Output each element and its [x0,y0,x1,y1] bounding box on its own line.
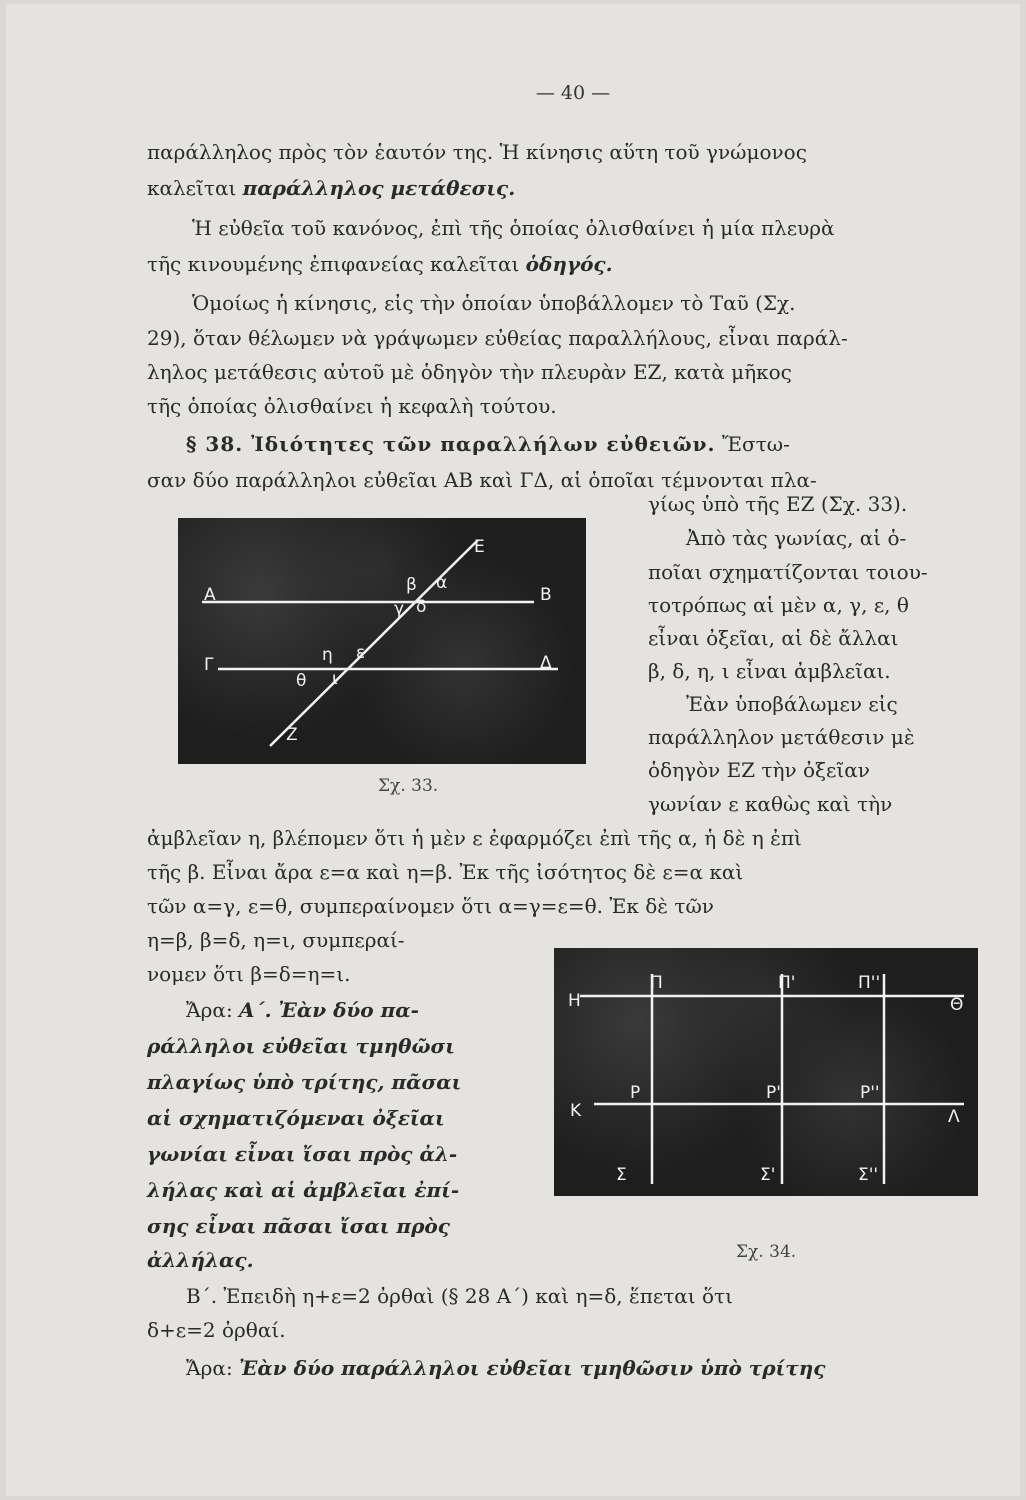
text-line: τοτρόπως αἱ μὲν α, γ, ε, θ [648,593,909,617]
label-beta: β [406,575,417,595]
theorem-line: ἀλλήλας. [147,1248,254,1272]
text-line: ἀμβλεῖαν η, βλέπομεν ὅτι ἡ μὲν ε ἐφαρμόζει ἐπὶ τῆς α, ἡ δὲ η ἐπὶ [147,826,802,850]
book-page [6,4,1020,1496]
theorem-line: Ἄρα: Α΄. Ἐὰν δύο πα- [186,998,419,1022]
section-heading-line: § 38. Ἰδιότητες τῶν παραλλήλων εὐθειῶν. Ἔστω- [186,432,790,456]
label-R3: Ρ'' [860,1083,880,1103]
label-A: Α [204,585,216,605]
figure-33-caption: Σχ. 33. [378,776,439,796]
label-alpha: α [436,573,448,593]
term-parallel-translation: παράλληλος μετάθεσις. [242,176,516,200]
label-P2: Π' [778,973,796,993]
text-line: Ἐὰν ὑποβάλωμεν εἰς [686,692,898,716]
label-R2: Ρ' [766,1083,781,1103]
label-gamma: γ [394,599,405,619]
text-line: νομεν ὅτι β=δ=η=ι. [147,962,351,986]
label-epsilon: ε [356,643,366,663]
theorem-line: σης εἶναι πᾶσαι ἴσαι πρὸς [147,1214,450,1238]
label-theta: θ [296,671,307,691]
text-line: τῆς ὁποίας ὀλισθαίνει ἡ κεφαλὴ τούτου. [147,394,557,418]
figure-34-caption: Σχ. 34. [736,1242,797,1262]
text-line: δ+ε=2 ὀρθαί. [147,1318,286,1342]
text-line: β, δ, η, ι εἶναι ἀμβλεῖαι. [648,659,891,683]
text-line: Ἡ εὐθεῖα τοῦ κανόνος, ἐπὶ τῆς ὁποίας ὀλισθαίνει ἡ μία πλευρὰ [192,216,835,240]
text-line: παράλληλος πρὸς τὸν ἑαυτόν της. Ἡ κίνησις αὕτη τοῦ γνώμονος [147,140,807,164]
text-line: Ἀπὸ τὰς γωνίας, αἱ ὁ- [686,526,907,550]
page-number: — 40 — [535,82,611,104]
text-line: ὁδηγὸν ΕΖ τὴν ὀξεῖαν [648,758,870,782]
text-line: γωνίαν ε καθὼς καὶ τὴν [648,792,893,816]
label-R1: Ρ [630,1083,641,1103]
label-iota: ι [332,669,338,689]
text-line: τῶν α=γ, ε=θ, συμπεραίνομεν ὅτι α=γ=ε=θ. Ἐκ δὲ τῶν [147,894,714,918]
text-line: τῆς β. Εἶναι ἄρα ε=α καὶ η=β. Ἐκ τῆς ἰσότητος δὲ ε=α καὶ [147,860,744,884]
text-line: εἶναι ὀξεῖαι, αἱ δὲ ἄλλαι [648,626,899,650]
theorem-line: πλαγίως ὑπὸ τρίτης, πᾶσαι [147,1070,462,1094]
theorem-line: Ἄρα: Ἐὰν δύο παράλληλοι εὐθεῖαι τμηθῶσιν ὑπὸ τρίτης [186,1356,826,1380]
label-E: Ε [474,537,485,557]
text-line: ποῖαι σχηματίζονται τοιου- [648,560,928,584]
label-D: Δ [540,653,552,673]
text-line: 29), ὅταν θέλωμεν νὰ γράψωμεν εὐθείας παραλλήλους, εἶναι παράλ- [147,326,848,350]
section-heading: § 38. Ἰδιότητες τῶν παραλλήλων εὐθειῶν. [186,432,716,456]
label-P1: Π [650,973,663,993]
text-line: γίως ὑπὸ τῆς ΕΖ (Σχ. 33). [648,492,908,516]
theorem-line: αἱ σχηματιζόμεναι ὀξεῖαι [147,1106,445,1130]
term-guide: ὁδηγός. [525,252,613,276]
theorem-line: λήλας καὶ αἱ ἀμβλεῖαι ἐπί- [147,1178,460,1202]
figure-34 [554,948,978,1196]
text-line: η=β, β=δ, η=ι, συμπεραί- [147,928,405,952]
label-Z: Ζ [286,725,298,745]
label-K: Κ [570,1101,582,1121]
label-P3: Π'' [858,973,881,993]
text-line: Β΄. Ἐπειδὴ η+ε=2 ὀρθαὶ (§ 28 Α΄) καὶ η=δ, ἕπεται ὅτι [186,1284,733,1308]
label-S2: Σ' [760,1165,776,1185]
label-S1: Σ [616,1165,627,1185]
text-line: καλεῖται παράλληλος μετάθεσις. [147,176,516,200]
text-line: σαν δύο παράλληλοι εὐθεῖαι ΑΒ καὶ ΓΔ, αἱ ὁποῖαι τέμνονται πλα- [147,468,817,492]
text-line: ληλος μετάθεσις αὐτοῦ μὲ ὁδηγὸν τὴν πλευρὰν ΕΖ, κατὰ μῆκος [147,360,792,384]
theorem-line: γωνίαι εἶναι ἴσαι πρὸς ἀλ- [147,1142,458,1166]
text-line: παράλληλον μετάθεσιν μὲ [648,725,915,749]
text-line: Ὁμοίως ἡ κίνησις, εἰς τὴν ὁποίαν ὑποβάλλομεν τὸ Ταῦ (Σχ. [192,291,796,315]
label-G: Γ [204,655,214,675]
figure-33 [178,518,586,764]
label-delta: δ [416,597,427,617]
theorem-line: ράλληλοι εὐθεῖαι τμηθῶσι [147,1034,455,1058]
label-B: Β [540,585,552,605]
label-eta: η [322,645,333,665]
label-H: Η [568,991,581,1011]
label-Theta: Θ [950,995,964,1015]
text-line: τῆς κινουμένης ἐπιφανείας καλεῖται ὁδηγός. [147,252,613,276]
label-L: Λ [948,1107,960,1127]
label-S3: Σ'' [858,1165,879,1185]
